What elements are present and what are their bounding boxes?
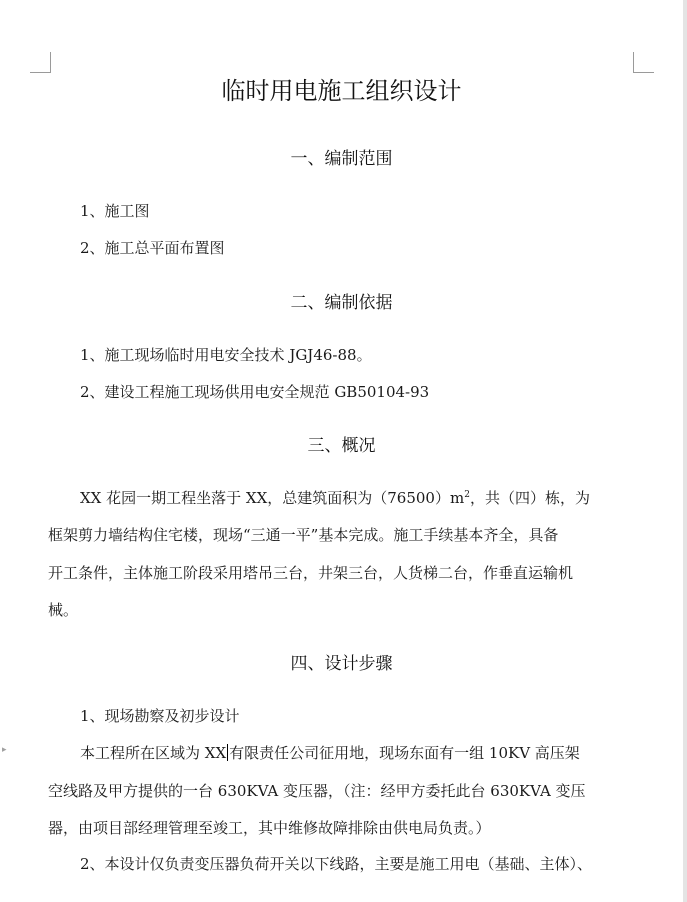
margin-corner-top-left [30, 52, 51, 73]
text-cursor [227, 744, 228, 761]
paragraph-line: 框架剪力墙结构住宅楼，现场“三通一平”基本完成。施工手续基本齐全，具备 [48, 526, 559, 544]
list-item: 1、施工现场临时用电安全技术 JGJ46-88。 [80, 346, 372, 364]
paragraph-line: 械。 [48, 601, 79, 619]
section-heading-overview: 三、概况 [307, 436, 376, 456]
paragraph-text: ，共（四）栋，为 [469, 489, 590, 507]
paragraph-text: 有限责任公司征用地，现场东面有一组 10KV 高压架 [229, 744, 580, 762]
superscript: 2 [464, 490, 470, 500]
page-edge [683, 0, 687, 902]
section-heading-basis: 二、编制依据 [290, 293, 393, 313]
paragraph-line: 2、本设计仅负责变压器负荷开关以下线路，主要是施工用电（基础、主体）、 [80, 855, 593, 873]
document-title: 临时用电施工组织设计 [221, 77, 462, 105]
section-heading-scope: 一、编制范围 [290, 149, 393, 169]
margin-corner-top-right [633, 52, 654, 73]
paragraph-line [80, 487, 590, 509]
paragraph-line[interactable] [80, 742, 580, 764]
paragraph-marker-icon: ▸ [2, 745, 7, 755]
paragraph-text: XX 花园一期工程坐落于 XX，总建筑面积为（76500）m [80, 489, 465, 507]
paragraph-text: 本工程所在区域为 XX [80, 744, 227, 762]
paragraph-line: 器，由项目部经理管理至竣工，其中维修故障排除由供电局负责。） [48, 819, 491, 837]
list-item: 2、建设工程施工现场供用电安全规范 GB50104-93 [80, 383, 430, 401]
list-item: 1、施工图 [80, 202, 150, 220]
subheading: 1、现场勘察及初步设计 [80, 707, 240, 725]
list-item: 2、施工总平面布置图 [80, 239, 225, 257]
paragraph-line: 开工条件，主体施工阶段采用塔吊三台，井架三台，人货梯二台，作垂直运输机 [48, 564, 574, 582]
paragraph-line: 空线路及甲方提供的一台 630KVA 变压器，（注：经甲方委托此台 630KVA 变压 [48, 782, 586, 800]
section-heading-design-steps: 四、设计步骤 [290, 654, 393, 674]
